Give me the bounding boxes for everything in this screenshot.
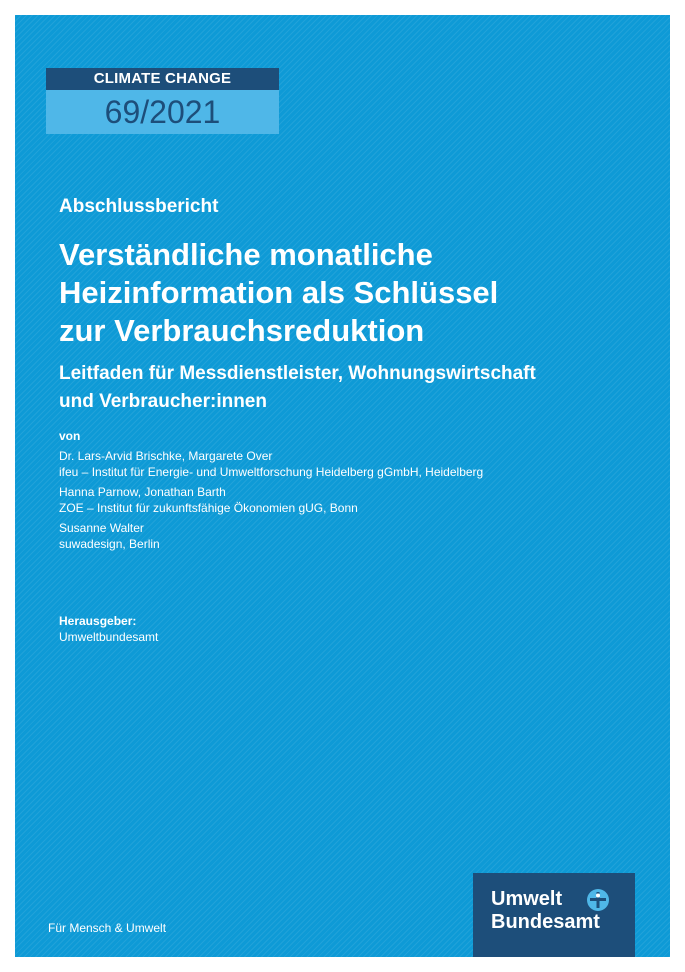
subtitle-line: Leitfaden für Messdienstleister, Wohnungswirtschaft	[59, 363, 536, 384]
logo-text-line1: Umwelt	[491, 888, 563, 910]
publisher-name: Umweltbundesamt	[59, 630, 159, 644]
authors-von-label: von	[59, 429, 81, 443]
series-label: CLIMATE CHANGE	[46, 68, 279, 90]
logo-text-line2: Bundesamt	[491, 911, 600, 933]
main-title	[59, 236, 639, 350]
series-number: 69/2021	[46, 90, 279, 134]
author-group	[59, 520, 659, 552]
subtitle	[59, 360, 649, 416]
uba-logo	[473, 873, 635, 957]
subtitle-line: und Verbraucher:innen	[59, 391, 267, 412]
title-line: Verständliche monatliche	[59, 237, 433, 272]
report-type: Abschlussbericht	[59, 196, 219, 217]
author-institution: ZOE – Institut für zukunftsfähige Ökonomien gUG, Bonn	[59, 501, 358, 515]
publisher-section	[59, 613, 158, 645]
author-group	[59, 484, 659, 516]
authors-section	[59, 428, 659, 556]
author-names: Susanne Walter	[59, 521, 144, 535]
title-line: Heizinformation als Schlüssel	[59, 275, 499, 310]
author-group	[59, 448, 659, 480]
author-institution: ifeu – Institut für Energie- und Umweltforschung Heidelberg gGmbH, Heidelberg	[59, 465, 484, 479]
publisher-label: Herausgeber:	[59, 614, 137, 628]
author-names: Dr. Lars-Arvid Brischke, Margarete Over	[59, 449, 273, 463]
cover-page	[15, 15, 670, 957]
footer-slogan: Für Mensch & Umwelt	[48, 921, 167, 935]
series-box	[46, 68, 279, 134]
author-names: Hanna Parnow, Jonathan Barth	[59, 485, 226, 499]
author-institution: suwadesign, Berlin	[59, 537, 160, 551]
title-line: zur Verbrauchsreduktion	[59, 313, 425, 348]
uba-emblem-icon	[586, 888, 610, 912]
